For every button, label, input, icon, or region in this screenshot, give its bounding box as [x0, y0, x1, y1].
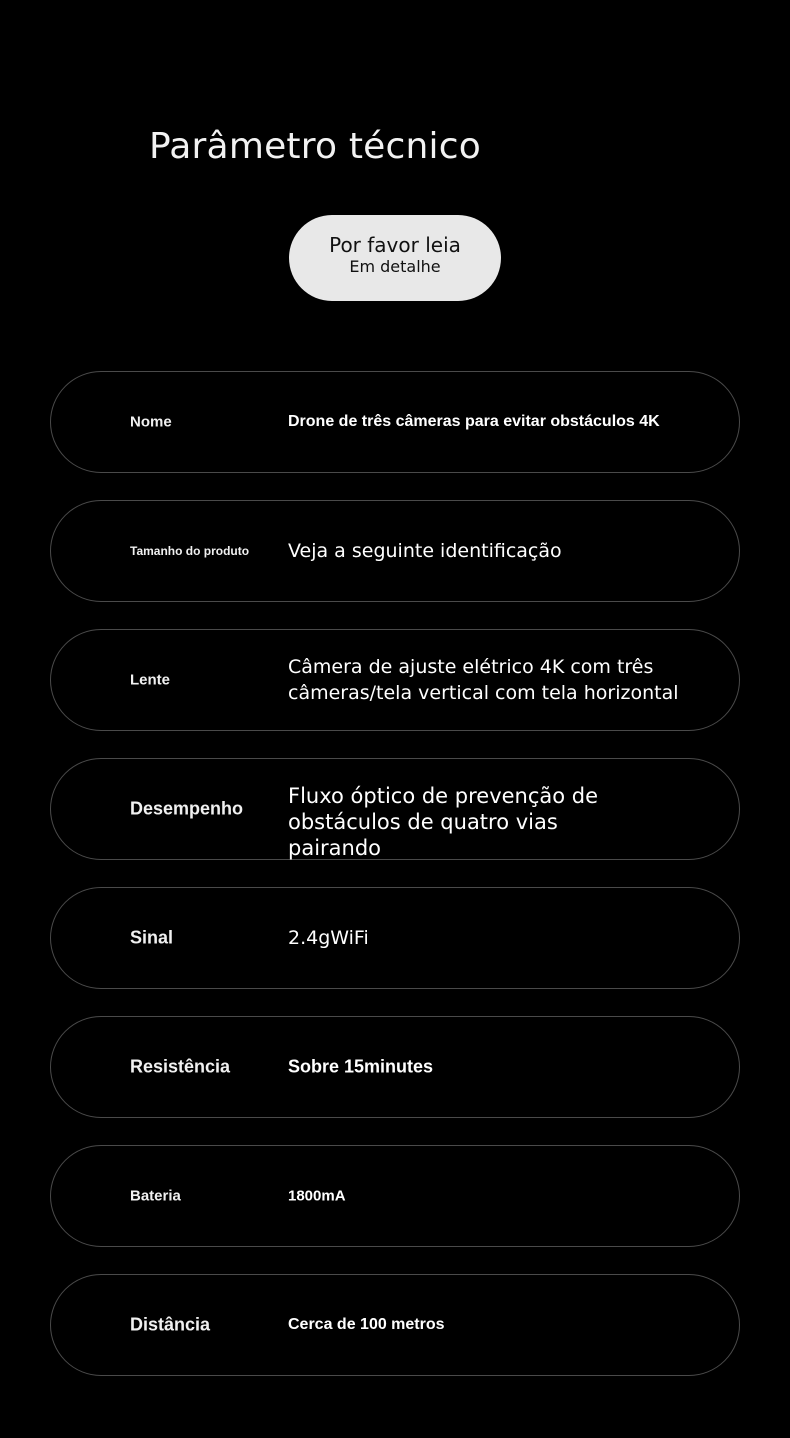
spec-row-lens — [50, 629, 740, 731]
read-detail-line2: Em detalhe — [349, 257, 441, 276]
spec-row-endurance — [50, 1016, 740, 1118]
spec-row-battery — [50, 1145, 740, 1247]
spec-row-distance — [50, 1274, 740, 1376]
spec-label: Bateria — [130, 1187, 181, 1205]
spec-value: Sobre 15minutes — [288, 1056, 434, 1077]
spec-value: 2.4gWiFi — [288, 927, 369, 949]
spec-row-performance — [50, 758, 740, 860]
spec-value: 1800mA — [288, 1187, 346, 1205]
spec-row-name — [50, 371, 740, 473]
read-detail-line1: Por favor leia — [329, 233, 461, 257]
spec-list — [50, 371, 740, 1403]
spec-label: Desempenho — [130, 798, 244, 819]
spec-value: Câmera de ajuste elétrico 4K com três câmeras/tela vertical com tela horizontal — [288, 656, 679, 704]
spec-label: Tamanho do produto — [130, 544, 250, 558]
spec-label: Nome — [130, 413, 172, 431]
spec-label: Sinal — [130, 927, 174, 948]
spec-value: Drone de três câmeras para evitar obstáculos 4K — [288, 413, 660, 430]
spec-value: Fluxo óptico de prevenção de obstáculos de quatro vias pairando — [288, 784, 599, 860]
page-title: Parâmetro técnico — [149, 126, 481, 167]
spec-label: Distância — [130, 1314, 211, 1335]
read-detail-button[interactable] — [289, 215, 501, 301]
spec-row-size — [50, 500, 740, 602]
spec-row-signal — [50, 887, 740, 989]
spec-label: Resistência — [130, 1056, 231, 1077]
spec-value: Cerca de 100 metros — [288, 1316, 445, 1333]
spec-value: Veja a seguinte identificação — [288, 540, 562, 562]
spec-label: Lente — [130, 671, 171, 689]
